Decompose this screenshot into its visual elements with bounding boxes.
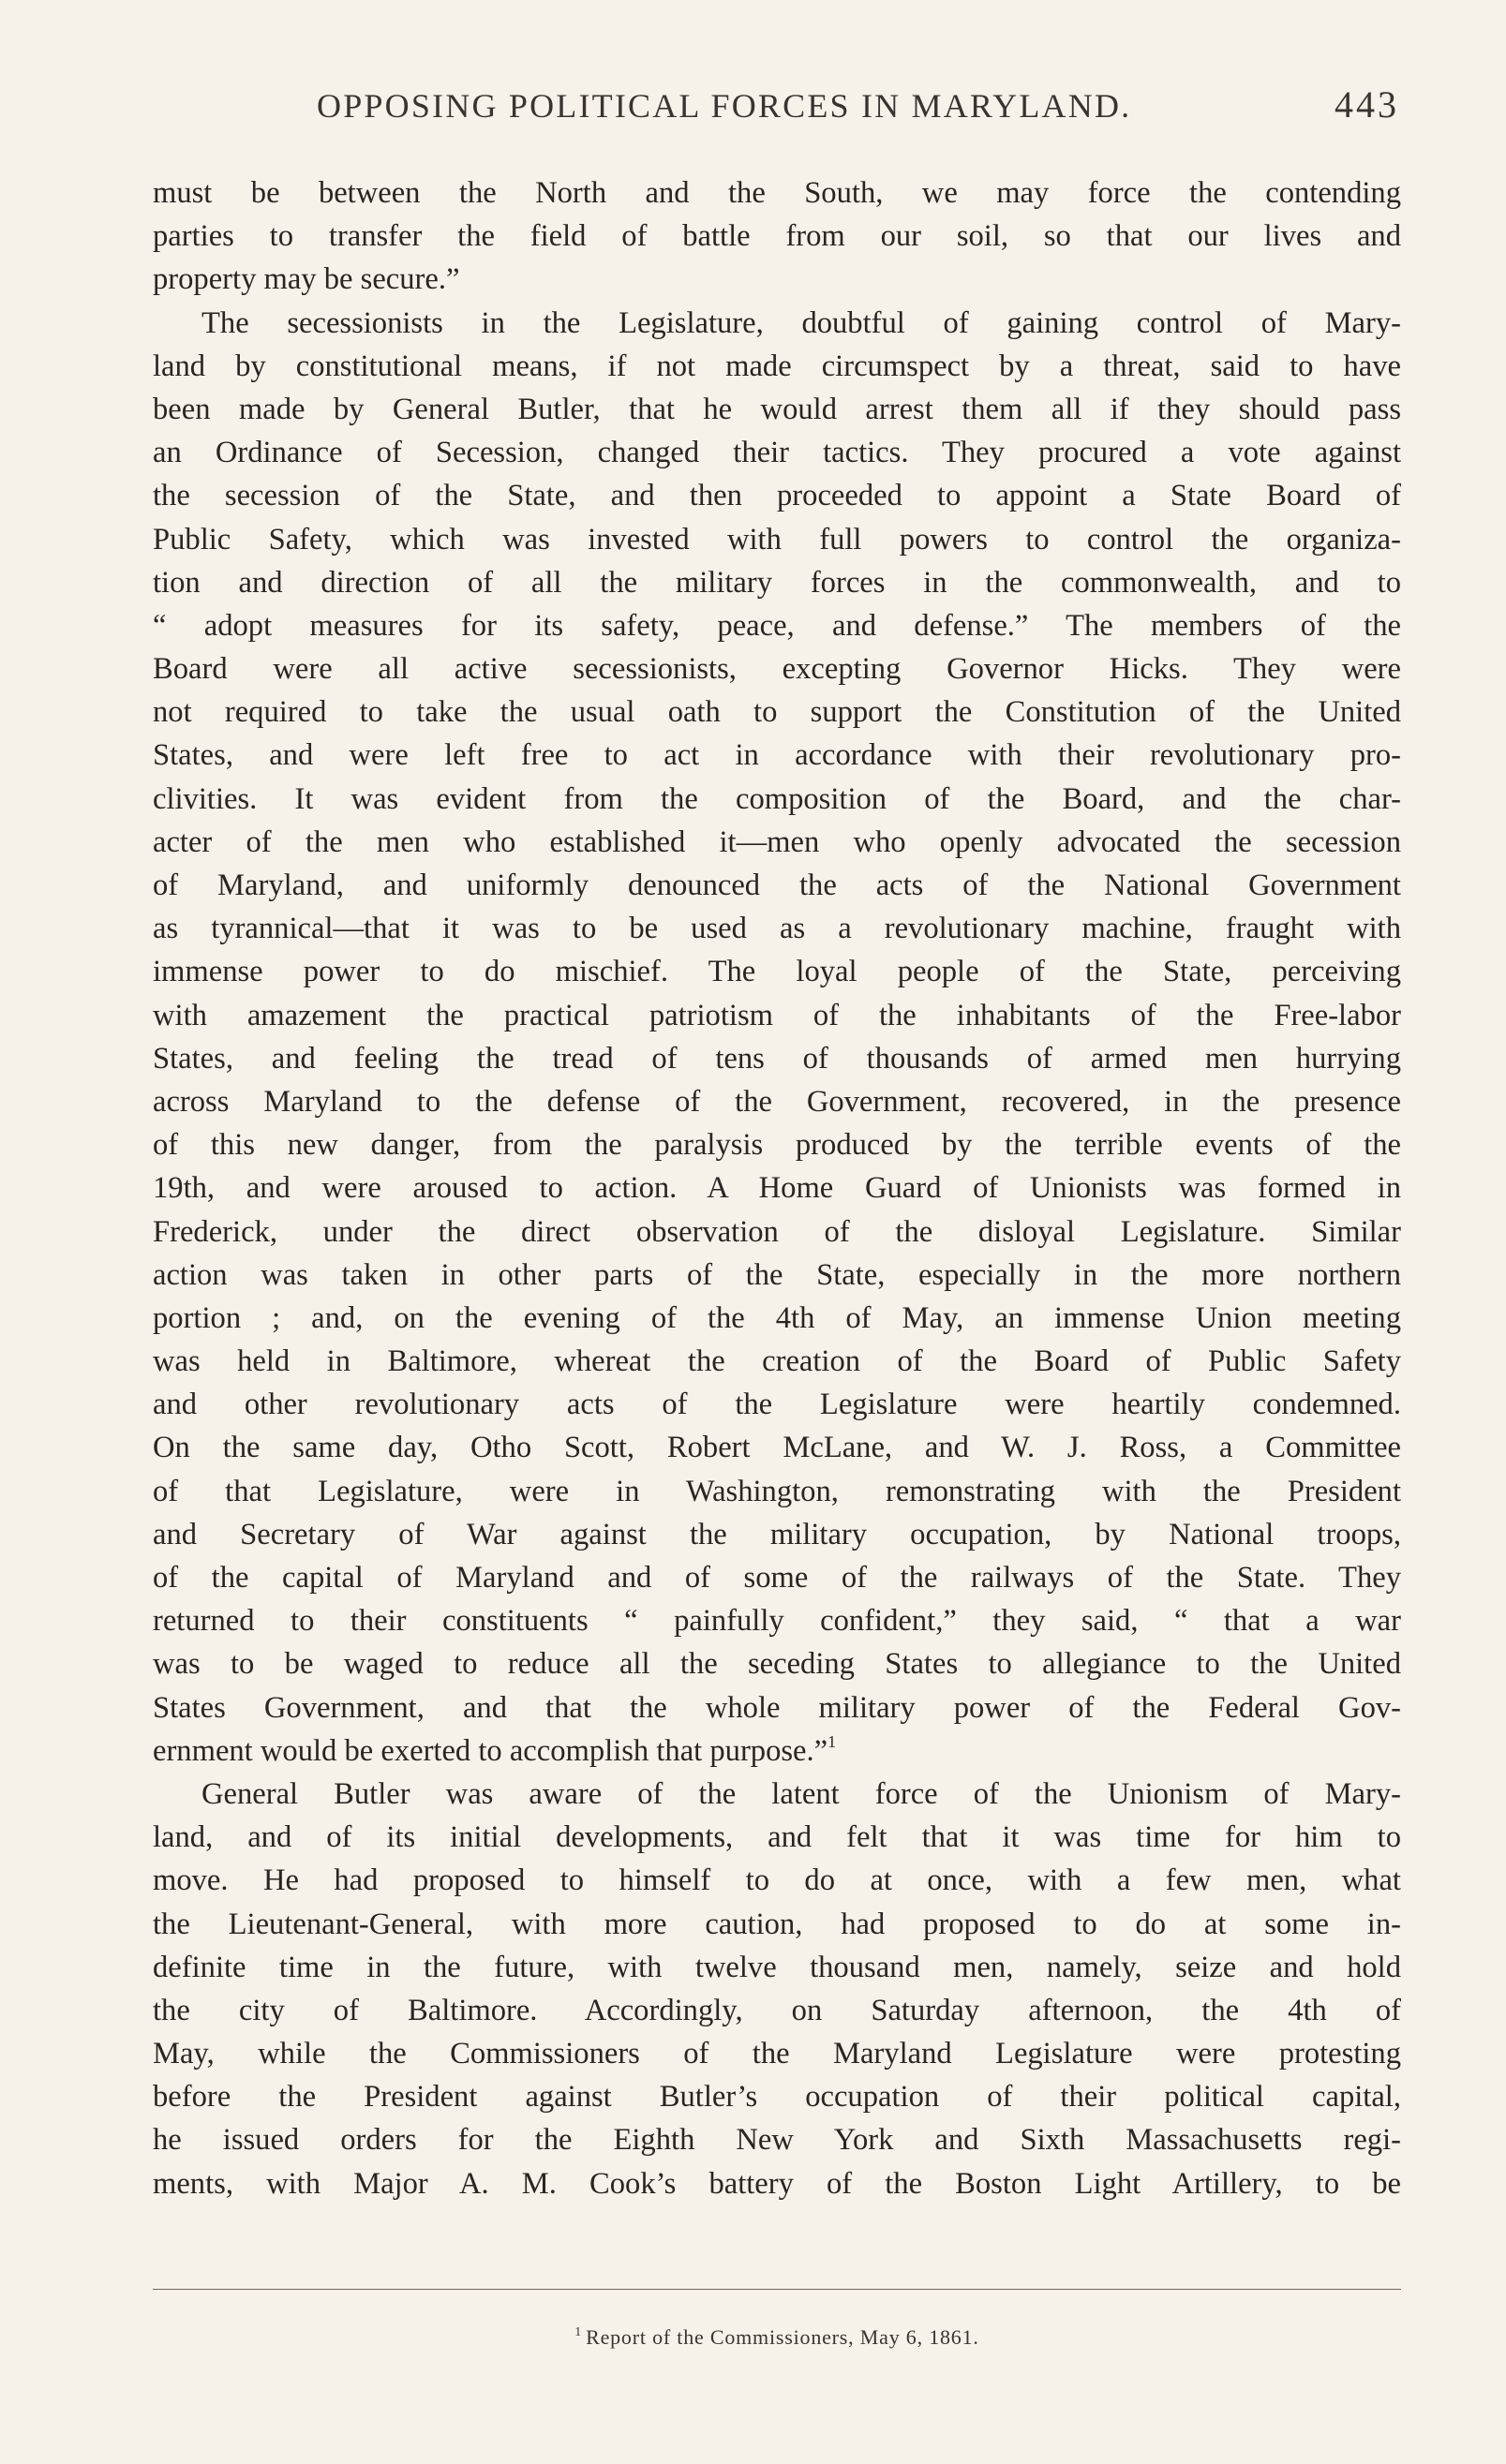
text-line: General Butler was aware of the latent force of the Unionism of Mary-: [201, 1776, 1401, 1811]
text-line: and Secretary of War against the military occupation, by National troops,: [153, 1517, 1401, 1551]
text-line: he issued orders for the Eighth New York and Sixth Massachusetts regi-: [153, 2123, 1401, 2158]
body-text: [153, 171, 1401, 2205]
footnote-mark: 1: [574, 2325, 583, 2339]
paragraph-1: [153, 171, 1401, 302]
text-line: property may be secure.”: [153, 262, 460, 297]
text-line: [153, 1729, 1401, 1773]
text-line: States, and were left free to act in accordance with their revolutionary pro-: [153, 738, 1401, 773]
text-line: Public Safety, which was invested with full powers to control the organiza-: [153, 522, 1401, 557]
text-line: action was taken in other parts of the State, especially in the more northern: [153, 1257, 1401, 1292]
text-line: ments, with Major A. M. Cook’s battery of the Boston Light Artillery, to be: [153, 2166, 1401, 2201]
text-line: definite time in the future, with twelve thousand men, namely, seize and hold: [153, 1950, 1401, 1984]
text-line: “ adopt measures for its safety, peace, and defense.” The members of the: [153, 608, 1401, 643]
paragraph-2: [153, 302, 1401, 1773]
text-line: land by constitutional means, if not made circumspect by a threat, said to have: [153, 349, 1401, 383]
text-line: of that Legislature, were in Washington, remonstrating with the President: [153, 1474, 1401, 1508]
footnote: [153, 2325, 1401, 2350]
text-line: been made by General Butler, that he would arrest them all if they should pass: [153, 392, 1401, 426]
text-line: as tyrannical—that it was to be used as a revolutionary machine, fraught with: [153, 912, 1401, 946]
text-line: land, and of its initial developments, and felt that it was time for him to: [153, 1820, 1401, 1855]
text-line: portion ; and, on the evening of the 4th of May, an immense Union meeting: [153, 1300, 1401, 1335]
text-line: parties to transfer the field of battle from our soil, so that our lives and: [153, 219, 1401, 254]
text-line: was held in Baltimore, whereat the creation of the Board of Public Safety: [153, 1344, 1401, 1379]
text-line: immense power to do mischief. The loyal people of the State, perceiving: [153, 955, 1401, 989]
text-line: was to be waged to reduce all the seceding States to allegiance to the United: [153, 1647, 1401, 1682]
text-line: States Government, and that the whole military power of the Federal Gov-: [153, 1690, 1401, 1725]
paragraph-3: [153, 1773, 1401, 2205]
text-line: States, and feeling the tread of tens of thousands of armed men hurrying: [153, 1041, 1401, 1076]
text-line: move. He had proposed to himself to do at once, with a few men, what: [153, 1863, 1401, 1898]
text-line: Board were all active secessionists, excepting Governor Hicks. They were: [153, 652, 1401, 687]
footnote-reference: 1: [828, 1731, 837, 1751]
text-line: The secessionists in the Legislature, doubtful of gaining control of Mary-: [201, 305, 1401, 340]
text-line: clivities. It was evident from the composition of the Board, and the char-: [153, 781, 1401, 816]
text-line: the secession of the State, and then proceeded to appoint a State Board of: [153, 479, 1401, 513]
text-line: and other revolutionary acts of the Legislature were heartily condemned.: [153, 1388, 1401, 1422]
text-line: returned to their constituents “ painfully confident,” they said, “ that a war: [153, 1604, 1401, 1639]
text-line: an Ordinance of Secession, changed their tactics. They procured a vote against: [153, 436, 1401, 470]
text-line: not required to take the usual oath to support the Constitution of the United: [153, 695, 1401, 730]
running-title: OPPOSING POLITICAL FORCES IN MARYLAND.: [317, 87, 1132, 125]
text-line: acter of the men who established it—men who openly advocated the secession: [153, 824, 1401, 859]
footnote-divider: [153, 2289, 1401, 2290]
text-line: of the capital of Maryland and of some of the railways of the State. They: [153, 1561, 1401, 1595]
text-line: must be between the North and the South, we may force the contending: [153, 176, 1401, 210]
text-line: across Maryland to the defense of the Government, recovered, in the presence: [153, 1084, 1401, 1119]
text-line: 19th, and were aroused to action. A Home Guard of Unionists was formed in: [153, 1171, 1401, 1206]
footnote-text: Report of the Commissioners, May 6, 1861.: [586, 2325, 979, 2349]
text-line: the Lieutenant-General, with more caution, had proposed to do at some in-: [153, 1907, 1401, 1941]
page-number: 443: [1335, 83, 1399, 126]
text-line: of this new danger, from the paralysis produced by the terrible events of the: [153, 1128, 1401, 1163]
text-line: before the President against Butler’s occupation of their political capital,: [153, 2080, 1401, 2115]
text-line: Frederick, under the direct observation of the disloyal Legislature. Similar: [153, 1214, 1401, 1249]
text-line-content: ernment would be exerted to accomplish that purpose.”: [153, 1733, 828, 1768]
text-line: the city of Baltimore. Accordingly, on Saturday afternoon, the 4th of: [153, 1993, 1401, 2027]
text-line: On the same day, Otho Scott, Robert McLane, and W. J. Ross, a Committee: [153, 1431, 1401, 1465]
text-line: tion and direction of all the military forces in the commonwealth, and to: [153, 565, 1401, 600]
text-line: May, while the Commissioners of the Maryland Legislature were protesting: [153, 2037, 1401, 2071]
text-line: of Maryland, and uniformly denounced the acts of the National Government: [153, 868, 1401, 902]
text-line: with amazement the practical patriotism of the inhabitants of the Free-labor: [153, 998, 1401, 1032]
running-head: [153, 82, 1399, 129]
